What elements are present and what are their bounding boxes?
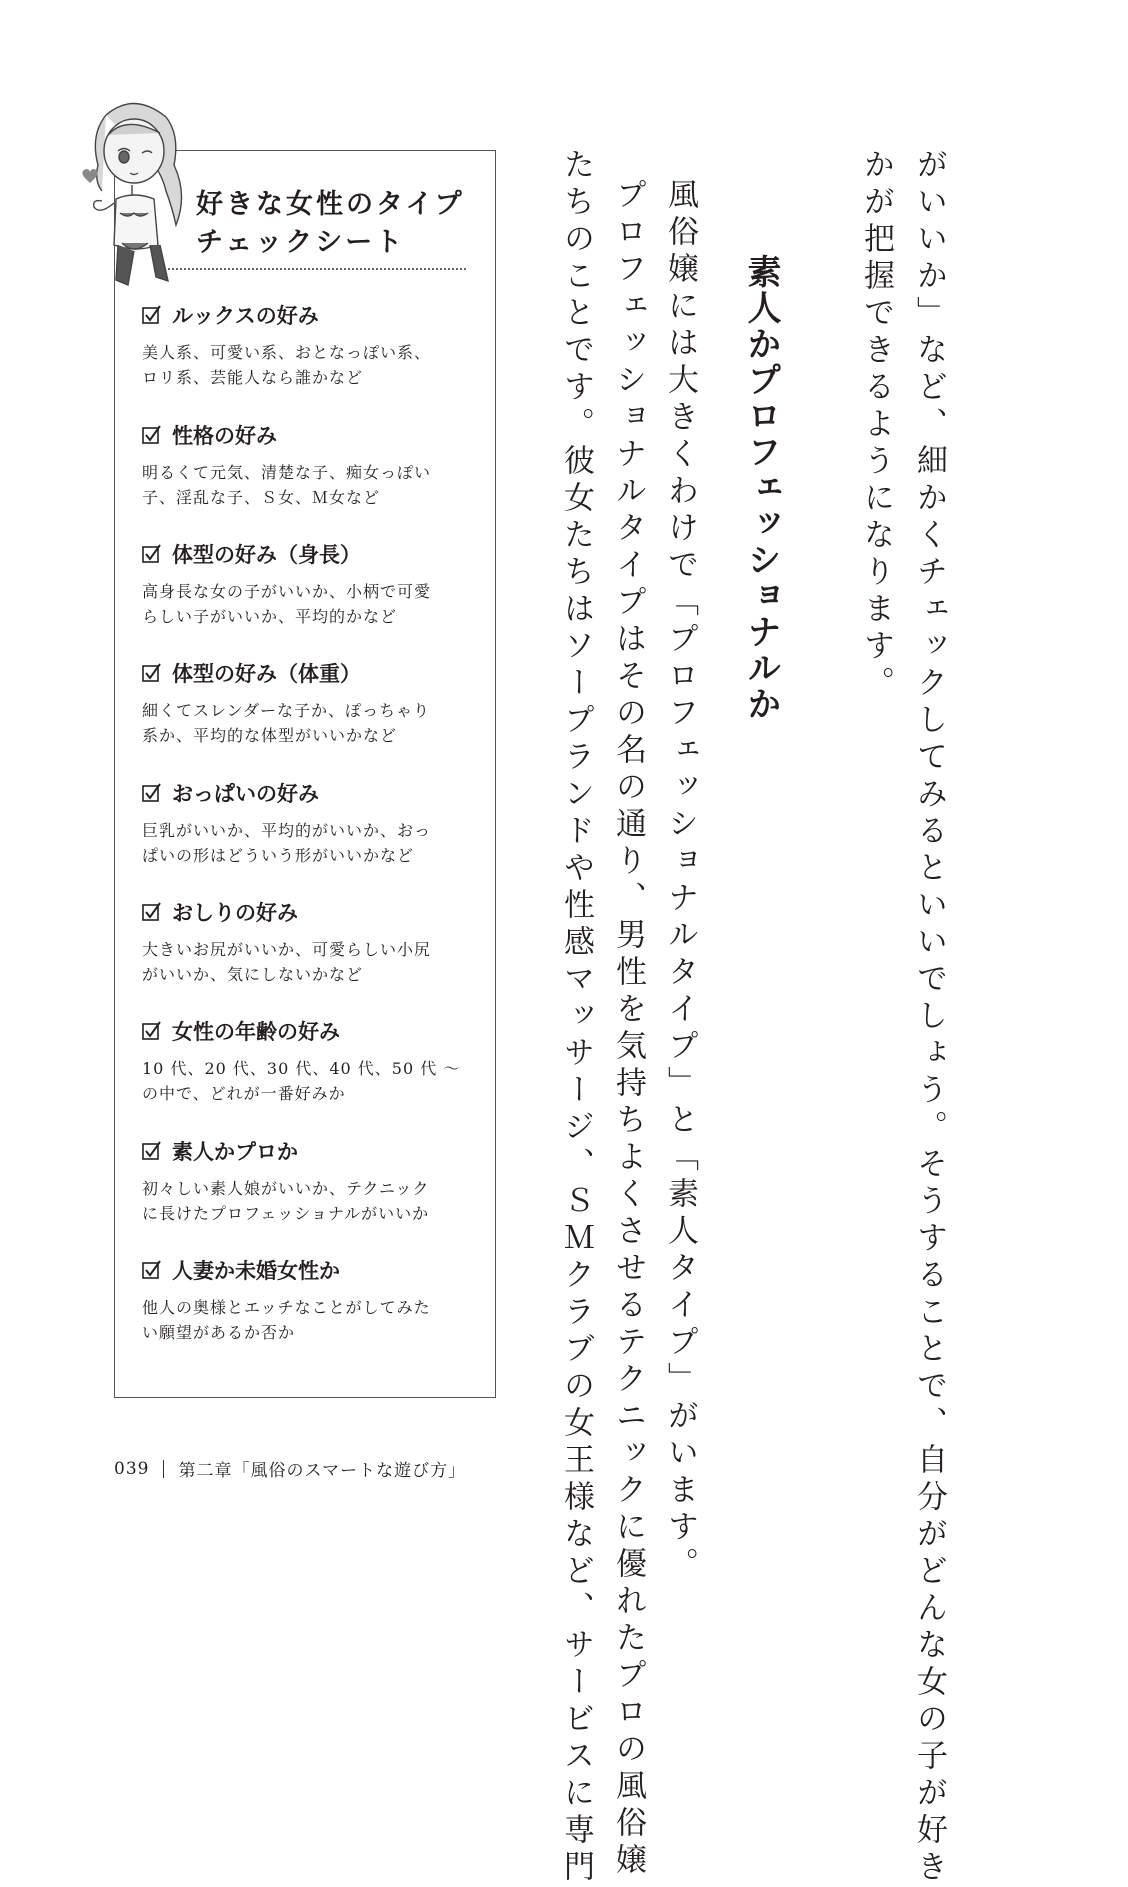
checklist-item-desc: 明るくて元気、清楚な子、痴女っぽい 子、淫乱な子、Ｓ女、Ｍ女など	[142, 463, 432, 507]
body-column-1: がいいか」など、細かくチェックしてみるといいでしょう。そうすることで、自分がどんな女の子が好き	[911, 148, 947, 1887]
body-column-2: かが把握できるようになります。	[858, 148, 894, 703]
checklist-item-label: ルックスの好み	[172, 304, 319, 328]
checklist-title: 好きな女性のタイプ チェックシート	[196, 189, 465, 258]
checklist-item	[142, 539, 478, 629]
section-heading: 素人かプロフェッショナルか	[741, 254, 781, 722]
checkbox-checked-icon	[142, 544, 162, 564]
checklist-item-label: おっぱいの好み	[172, 782, 319, 806]
checkbox-checked-icon	[142, 305, 162, 325]
checklist-item-desc: 10 代、20 代、30 代、40 代、50 代 ～ の中で、どれが一番好みか	[142, 1059, 461, 1103]
anime-girl-illustration	[76, 95, 192, 290]
body-column-3: 風俗嬢には大きくわけで「プロフェッショナルタイプ」と「素人タイプ」がいます。	[662, 178, 698, 1584]
checklist-item	[142, 1255, 478, 1345]
checkbox-checked-icon	[142, 902, 162, 922]
heart-icon	[82, 169, 97, 183]
checklist-item-desc: 大きいお尻がいいか、可愛らしい小尻 がいいか、気にしないかなど	[142, 940, 432, 984]
checklist-item-label: おしりの好み	[172, 901, 298, 925]
checklist-item-desc: 高身長な女の子がいいか、小柄で可愛 らしい子がいいか、平均的かなど	[142, 582, 432, 626]
checklist-item	[142, 897, 478, 987]
checklist-item-desc: 美人系、可愛い系、おとなっぽい系、 ロリ系、芸能人なら誰かなど	[142, 343, 432, 387]
chapter-title: 第二章「風俗のスマートな遊び方」	[178, 1461, 467, 1481]
checkbox-checked-icon	[142, 1260, 162, 1280]
checklist-item	[142, 300, 478, 390]
checkbox-checked-icon	[142, 425, 162, 445]
checkbox-checked-icon	[142, 1021, 162, 1041]
body-column-4: プロフェッショナルタイプはその名の通り、男性を気持ちよくさせるテクニックに優れたプロの風俗嬢	[610, 178, 646, 1880]
checklist-item-desc: 細くてスレンダーな子か、ぽっちゃり 系か、平均的な体型がいいかなど	[142, 701, 430, 745]
checklist-item-desc: 巨乳がいいか、平均的がいいか、おっ ぱいの形はどういう形がいいかなど	[142, 821, 432, 865]
footer-separator	[163, 1460, 164, 1478]
checklist-item-label: 素人かプロか	[172, 1140, 298, 1164]
checkbox-checked-icon	[142, 783, 162, 803]
checklist-item	[142, 420, 478, 510]
checklist-item-label: 人妻か未婚女性か	[172, 1259, 340, 1283]
checklist-item-label: 体型の好み（身長）	[172, 543, 361, 567]
page-number: 039	[114, 1458, 150, 1479]
checklist-item	[142, 778, 478, 868]
checklist-item	[142, 1016, 478, 1106]
checklist-item	[142, 658, 478, 748]
dotted-divider	[168, 268, 466, 270]
checklist-item-label: 女性の年齢の好み	[172, 1020, 340, 1044]
checklist-item-label: 性格の好み	[172, 424, 277, 448]
page-footer	[114, 1456, 466, 1481]
checkbox-checked-icon	[142, 663, 162, 683]
checklist-item-desc: 他人の奥様とエッチなことがしてみた い願望があるか否か	[142, 1298, 431, 1342]
checklist-item-label: 体型の好み（体重）	[172, 662, 361, 686]
body-column-5: たちのことです。彼女たちはソープランドや性感マッサージ、ＳＭクラブの女王様など、サービスに専門	[558, 148, 594, 1887]
checklist-item	[142, 1136, 478, 1226]
checklist-item-desc: 初々しい素人娘がいいか、テクニック に長けたプロフェッショナルがいいか	[142, 1179, 430, 1223]
checkbox-checked-icon	[142, 1141, 162, 1161]
